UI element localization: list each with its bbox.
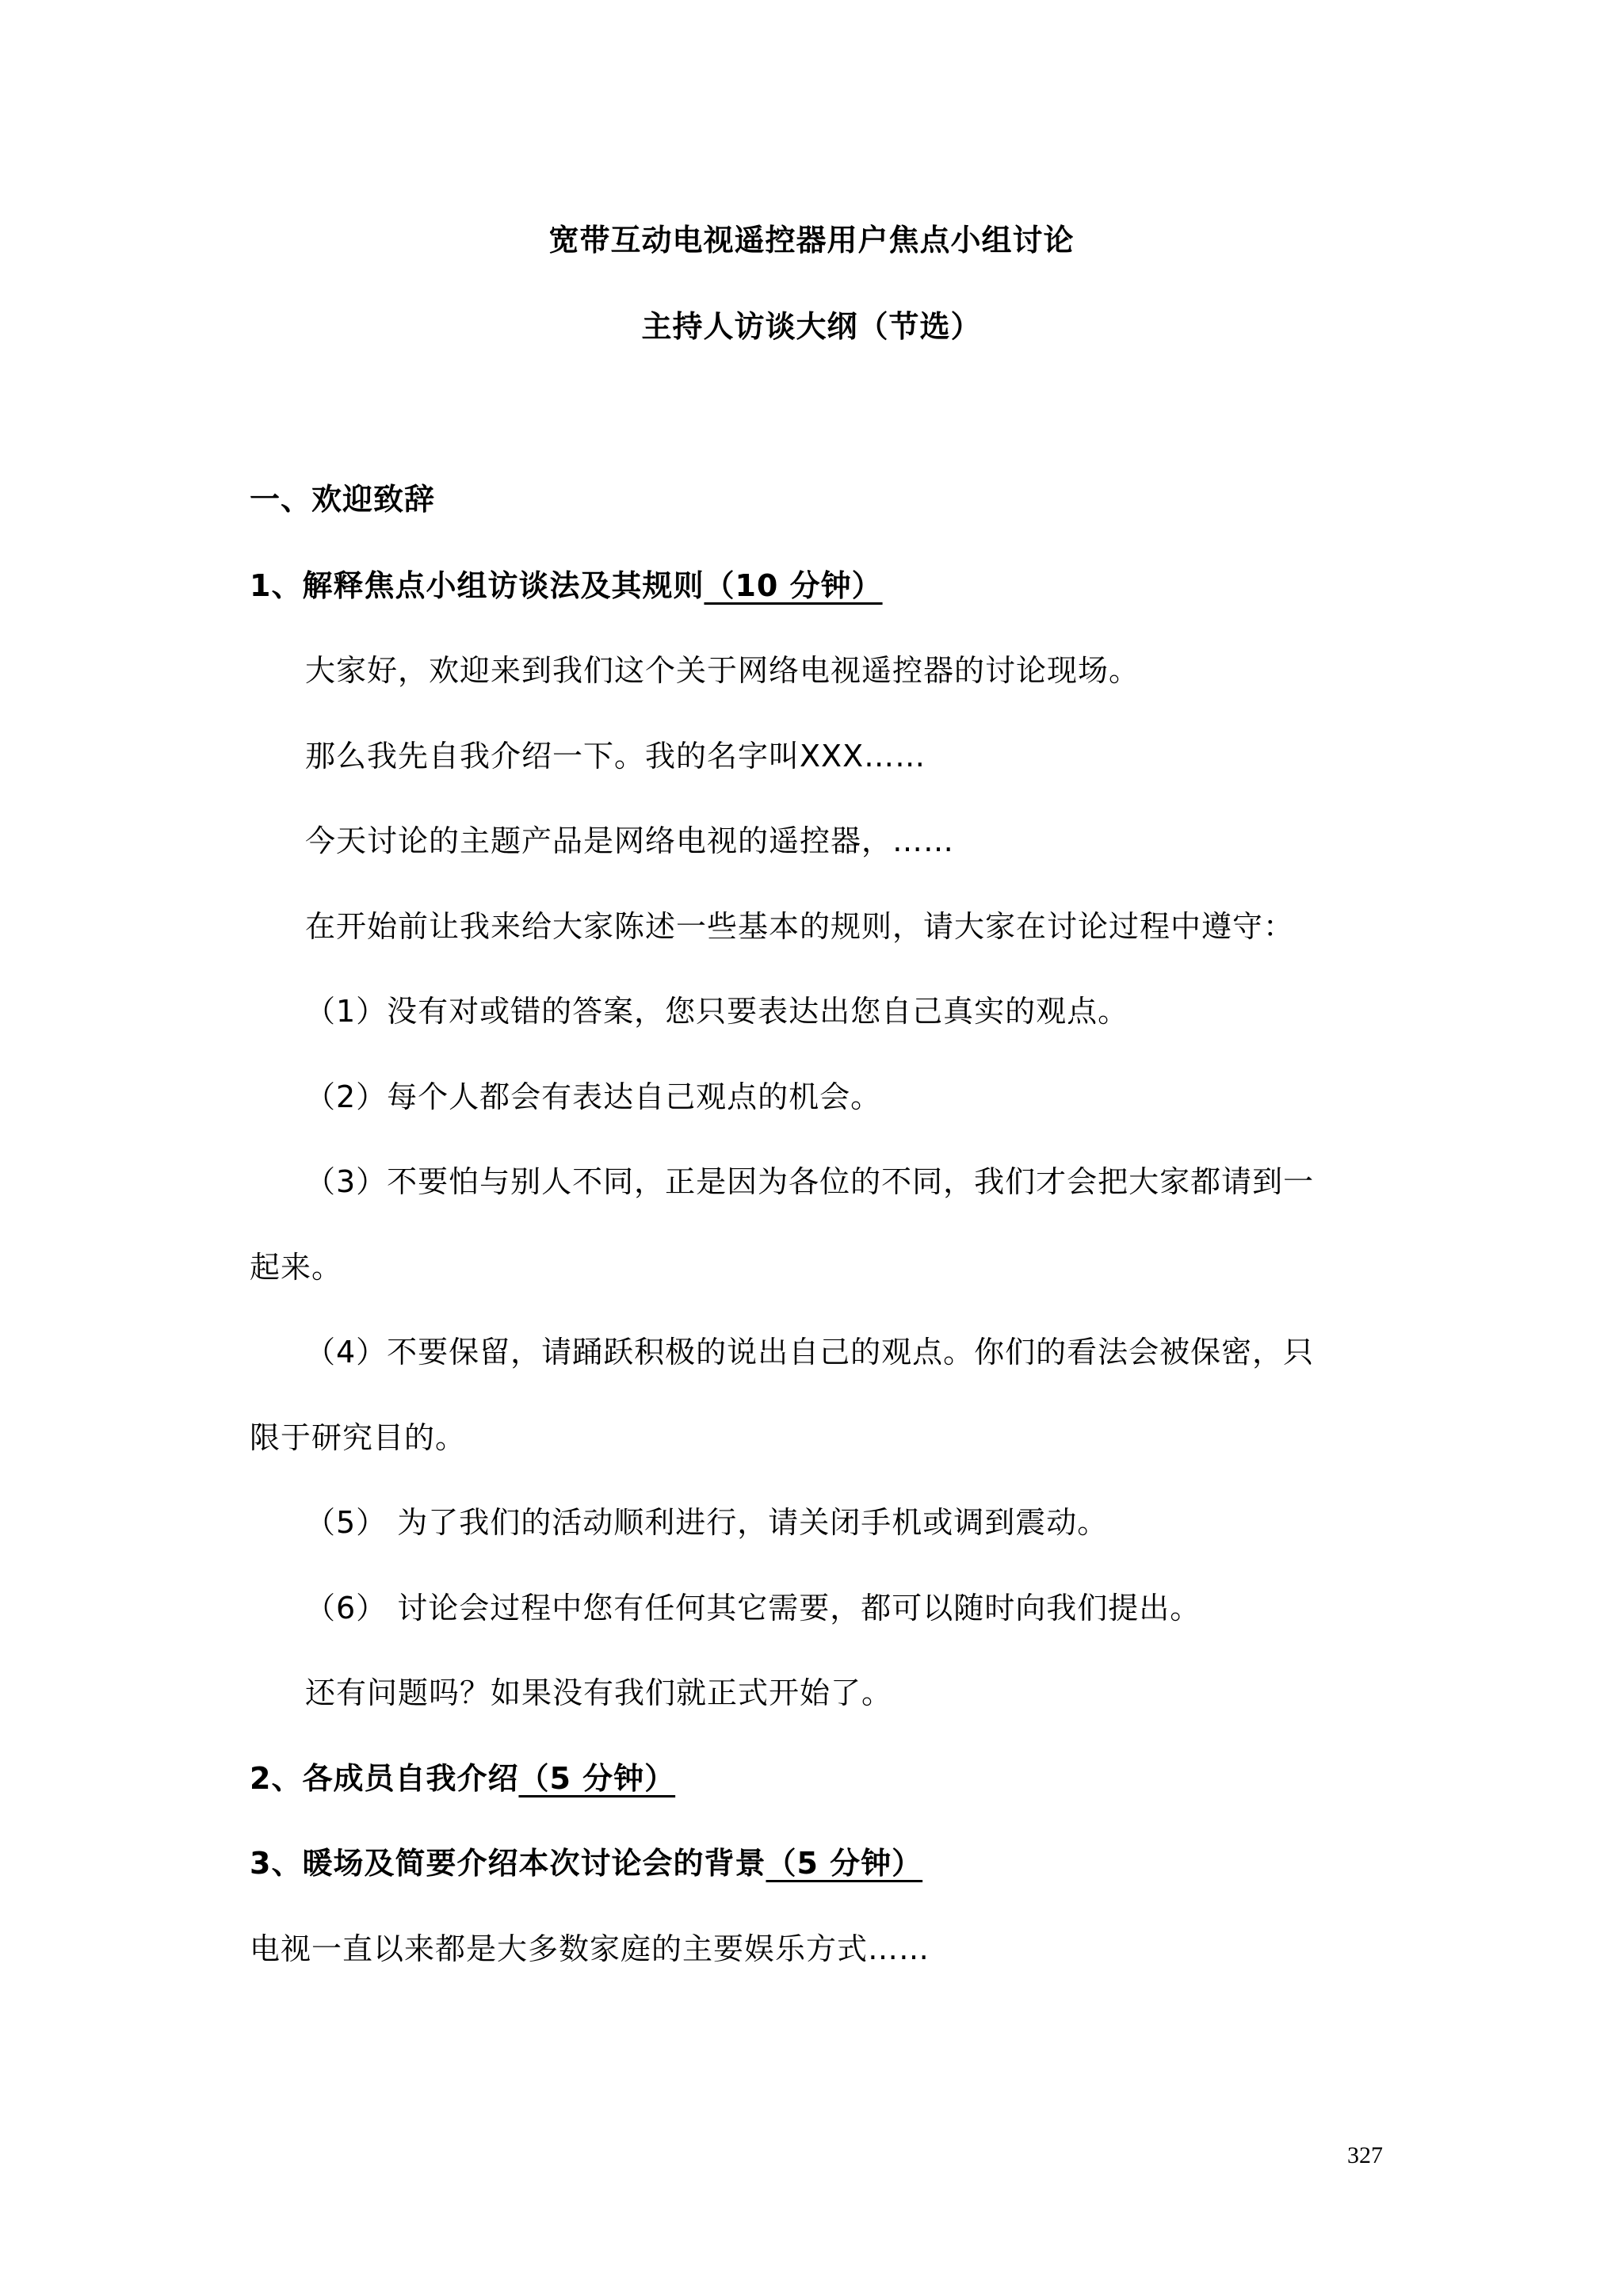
background-paragraph: 电视一直以来都是大多数家庭的主要娱乐方式…… — [250, 1931, 930, 1966]
rule-3-line-2: 起来。 — [250, 1250, 343, 1285]
intro-paragraph-4: 在开始前让我来给大家陈述一些基本的规则，请大家在讨论过程中遵守： — [305, 909, 1295, 944]
item-3-heading — [250, 1843, 922, 1883]
rule-3-line-1: （3）不要怕与别人不同，正是因为各位的不同，我们才会把大家都请到一 — [305, 1164, 1315, 1199]
item-1-heading — [250, 566, 883, 606]
intro-paragraph-1: 大家好，欢迎来到我们这个关于网络电视遥控器的讨论现场。 — [305, 653, 1140, 688]
item-2-label: 2、各成员自我介绍 — [250, 1761, 519, 1796]
rule-2: （2）每个人都会有表达自己观点的机会。 — [305, 1079, 882, 1114]
intro-paragraph-3: 今天讨论的主题产品是网络电视的遥控器，…… — [305, 823, 955, 858]
item-3-label: 3、暖场及简要介绍本次讨论会的背景 — [250, 1846, 766, 1881]
section-heading-welcome: 一、欢迎致辞 — [250, 482, 436, 517]
rule-5: （5） 为了我们的活动顺利进行，请关闭手机或调到震动。 — [305, 1505, 1109, 1540]
item-1-duration: （10 分钟） — [704, 568, 883, 603]
rule-4-line-2: 限于研究目的。 — [250, 1420, 467, 1455]
item-2-duration: （5 分钟） — [518, 1761, 676, 1796]
rule-6: （6） 讨论会过程中您有任何其它需要，都可以随时向我们提出。 — [305, 1591, 1201, 1626]
page-number: 327 — [1347, 2142, 1383, 2168]
item-1-label: 1、解释焦点小组访谈法及其规则 — [250, 568, 705, 603]
item-2-heading — [250, 1759, 675, 1798]
document-subtitle: 主持人访谈大纲（节选） — [641, 309, 982, 344]
rule-4-line-1: （4）不要保留，请踊跃积极的说出自己的观点。你们的看法会被保密，只 — [305, 1335, 1315, 1370]
closing-question: 还有问题吗？如果没有我们就正式开始了。 — [305, 1675, 893, 1710]
item-3-duration: （5 分钟） — [766, 1846, 923, 1881]
rule-1: （1）没有对或错的答案，您只要表达出您自己真实的观点。 — [305, 994, 1129, 1029]
document-title: 宽带互动电视遥控器用户焦点小组讨论 — [548, 223, 1075, 258]
intro-paragraph-2: 那么我先自我介绍一下。我的名字叫XXX…… — [305, 739, 926, 774]
